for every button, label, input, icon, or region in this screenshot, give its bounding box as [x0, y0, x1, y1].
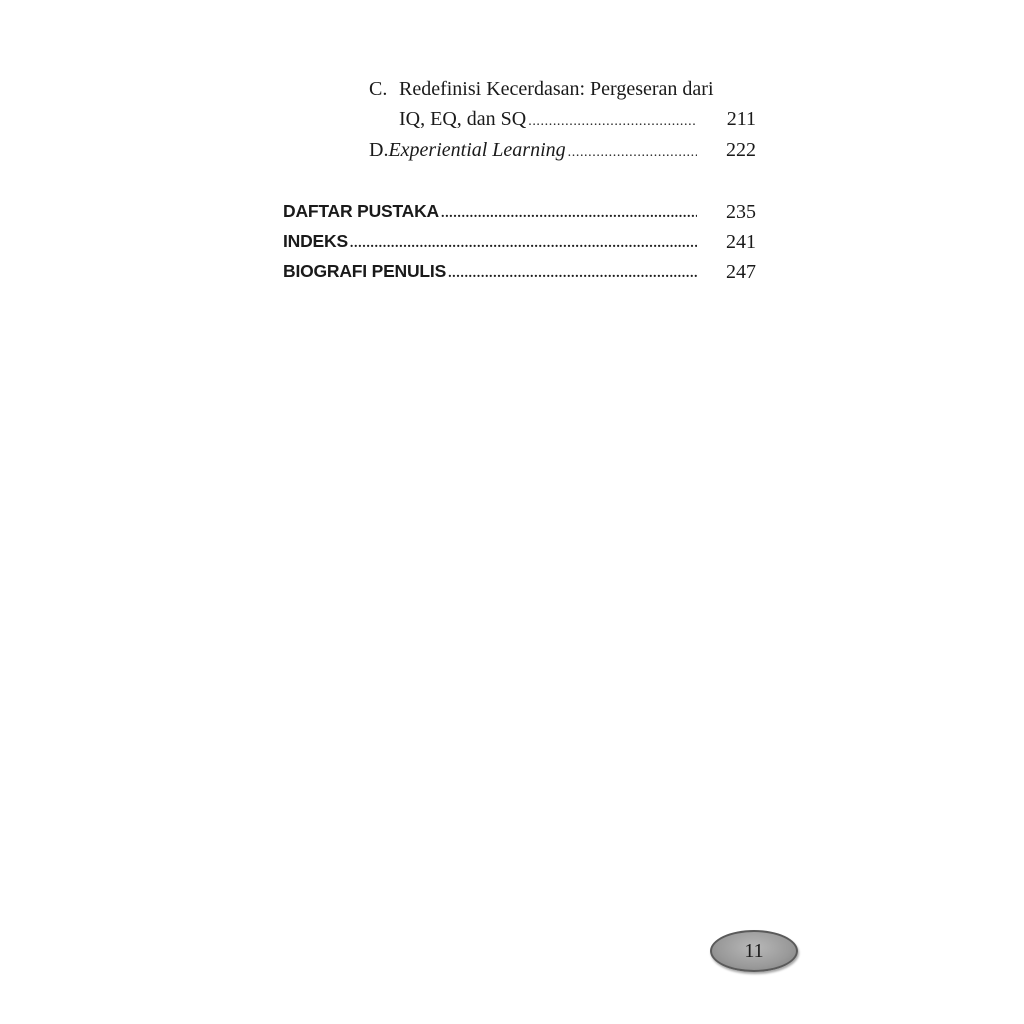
toc-section-indeks — [283, 231, 697, 252]
toc-entry-d — [369, 139, 697, 162]
toc-section-page: 247 — [726, 261, 756, 283]
page-number-badge — [710, 930, 798, 972]
toc-entry-c-page: 211 — [726, 108, 756, 130]
toc-section-page: 241 — [726, 231, 756, 253]
toc-section-title: INDEKS — [283, 231, 348, 251]
toc-section-biografi-penulis — [283, 261, 697, 282]
toc-leader-dots — [528, 114, 697, 130]
toc-entry-c-title-line2: IQ, EQ, dan SQ — [399, 108, 527, 130]
toc-leader-dots — [568, 145, 697, 161]
toc-entry-c-line1 — [369, 78, 714, 101]
toc-section-daftar-pustaka — [283, 201, 697, 222]
toc-section-title: BIOGRAFI PENULIS — [283, 261, 447, 281]
toc-entry-d-letter: D. — [369, 139, 389, 161]
toc-entry-d-page: 222 — [726, 139, 756, 161]
toc-leader-dots — [441, 206, 697, 222]
toc-section-title: DAFTAR PUSTAKA — [283, 201, 439, 221]
toc-entry-c-line2 — [399, 108, 697, 131]
toc-entry-c-letter: C. — [369, 78, 388, 100]
page-number: 11 — [744, 939, 764, 962]
toc-entry-d-title: Experiential Learning — [388, 139, 566, 161]
toc-entry-c-title-line1: Redefinisi Kecerdasan: Pergeseran dari — [399, 78, 714, 100]
toc-leader-dots — [350, 236, 697, 252]
toc-section-page: 235 — [726, 201, 756, 223]
toc-leader-dots — [448, 266, 697, 282]
